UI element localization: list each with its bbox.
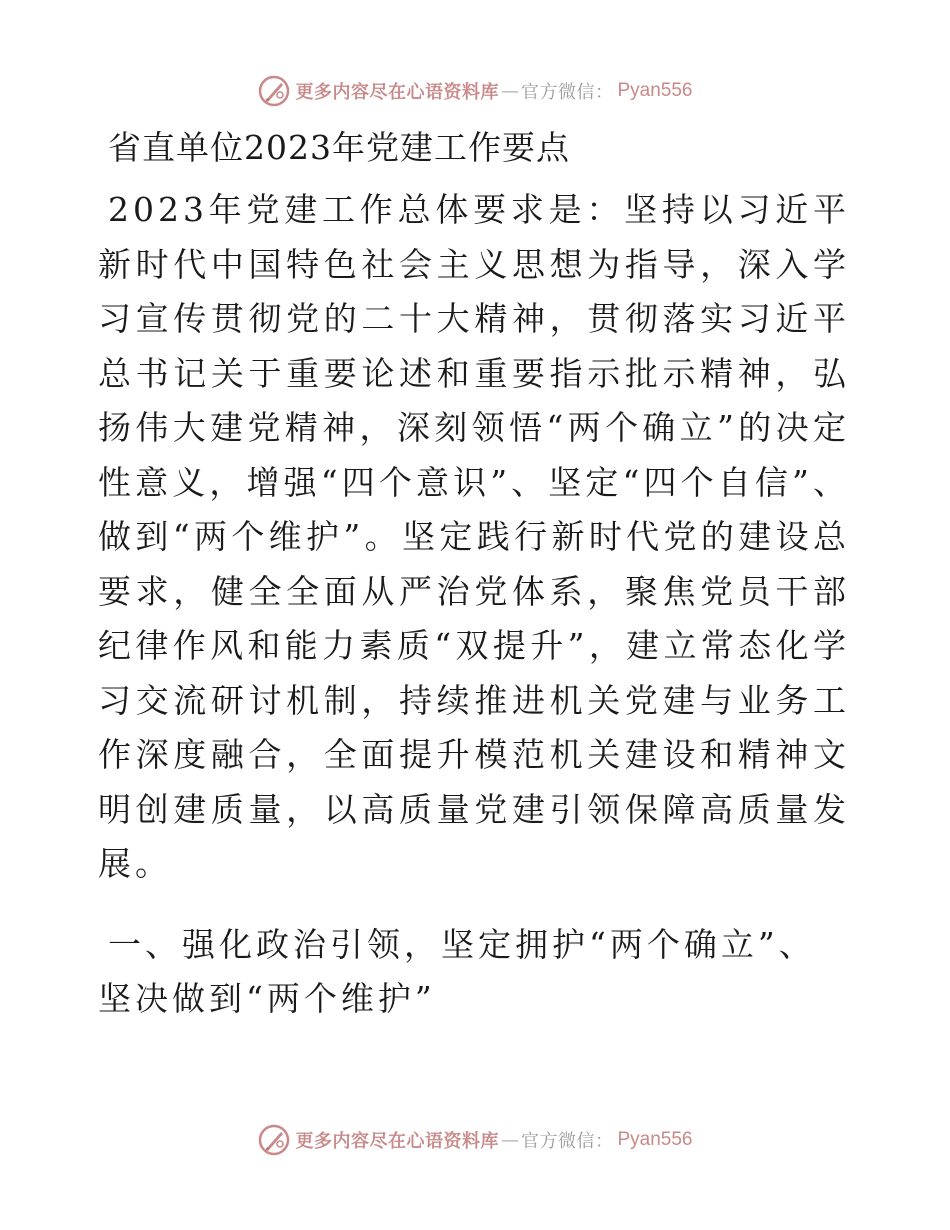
section-heading bbox=[98, 918, 850, 1027]
footer-watermark bbox=[0, 1120, 950, 1160]
watermark-contact-label: 官方微信： bbox=[520, 1131, 614, 1152]
quill-pen-icon bbox=[257, 1123, 291, 1157]
watermark-contact-id: Pyan556 bbox=[617, 1129, 693, 1150]
watermark-contact-id: Pyan556 bbox=[617, 80, 693, 101]
header-watermark bbox=[0, 71, 950, 111]
watermark-brand: 更多内容尽在心语资料库 bbox=[295, 1131, 499, 1152]
quill-pen-icon bbox=[257, 74, 291, 108]
watermark-brand: 更多内容尽在心语资料库 bbox=[295, 82, 499, 103]
watermark-contact-label: 官方微信： bbox=[520, 82, 614, 103]
section-heading-text: 一、强化政治引领，坚定拥护“两个确立”、坚决做到“两个维护” bbox=[98, 924, 816, 1018]
watermark-separator: — bbox=[500, 80, 519, 102]
document-title: 省直单位2023年党建工作要点 bbox=[108, 128, 570, 167]
intro-paragraph bbox=[98, 183, 850, 892]
intro-paragraph-text: 2023年党建工作总体要求是：坚持以习近平新时代中国特色社会主义思想为指导，深入学习宣传贯彻党的二十大精神，贯彻落实习近平总书记关于重要论述和重要指示批示精神，弘扬伟大建党精神，深刻领悟“两个确立”的决定性意义，增强“四个意识”、坚定“四个自信”、做到“两个维护”。坚定践行新时代党的建设总要求，健全全面从严治党体系，聚焦党员干部纪律作风和能力素质“双提升”，建立常态化学习交流研讨机制，持续推进机关党建与业务工作深度融合，全面提升模范机关建设和精神文明创建质量，以高质量党建引领保障高质量发展。 bbox=[98, 190, 850, 883]
document-body bbox=[98, 121, 850, 1027]
watermark-separator: — bbox=[500, 1129, 519, 1151]
